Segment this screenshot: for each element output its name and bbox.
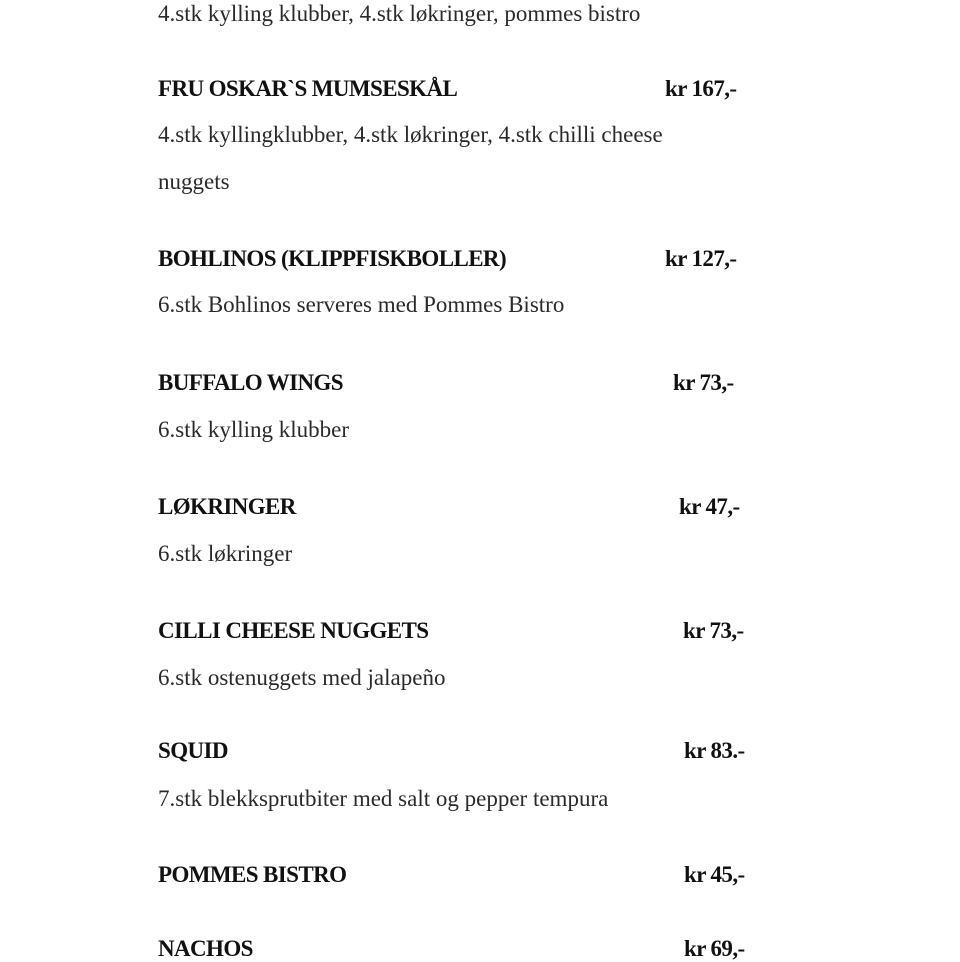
menu-item-description: 7.stk blekksprutbiter med salt og pepper tempura xyxy=(158,786,609,811)
menu-item-title: BOHLINOS (KLIPPFISKBOLLER) xyxy=(158,246,506,271)
menu-item-title: FRU OSKAR`S MUMSESKÅL xyxy=(158,76,458,101)
menu-item-title: POMMES BISTRO xyxy=(158,862,347,887)
menu-item-title: LØKRINGER xyxy=(158,494,296,519)
menu-item-title: CILLI CHEESE NUGGETS xyxy=(158,618,429,643)
menu-item-price: kr 83.- xyxy=(684,738,745,763)
menu-item-price: kr 73,- xyxy=(683,618,744,643)
menu-item-description: 6.stk løkringer xyxy=(158,541,293,566)
menu-item-title: SQUID xyxy=(158,738,228,763)
menu-item-description: 6.stk Bohlinos serveres med Pommes Bistro xyxy=(158,292,565,317)
menu-item-price: kr 127,- xyxy=(665,246,737,271)
menu-item-price: kr 167,- xyxy=(665,76,737,101)
menu-item-title: BUFFALO WINGS xyxy=(158,370,343,395)
menu-item-title: NACHOS xyxy=(158,936,253,961)
intro-description: 4.stk kylling klubber, 4.stk løkringer, pommes bistro xyxy=(158,1,641,26)
menu-item-price: kr 69,- xyxy=(684,936,745,961)
menu-item-price: kr 73,- xyxy=(673,370,734,395)
menu-item-price: kr 45,- xyxy=(684,862,745,887)
menu-item-description: nuggets xyxy=(158,169,230,194)
menu-item-price: kr 47,- xyxy=(679,494,740,519)
menu-item-description: 4.stk kyllingklubber, 4.stk løkringer, 4.stk chilli cheese xyxy=(158,122,663,147)
menu-item-description: 6.stk kylling klubber xyxy=(158,417,350,442)
menu-item-description: 6.stk ostenuggets med jalapeño xyxy=(158,665,446,690)
